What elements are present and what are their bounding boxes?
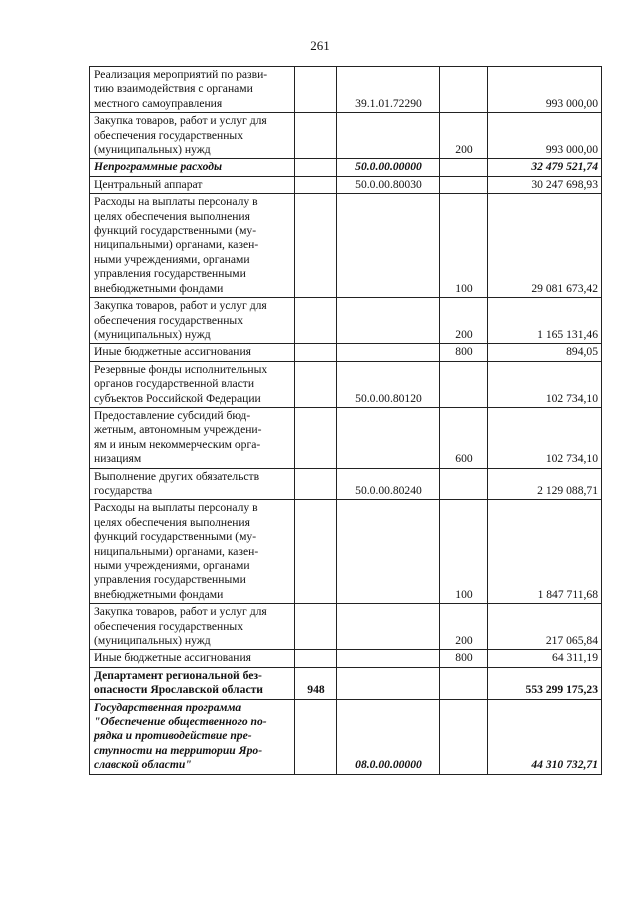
row-target-code: [337, 667, 440, 699]
row-amount: 894,05: [488, 344, 602, 361]
row-amount: 1 847 711,68: [488, 500, 602, 604]
row-amount: 217 065,84: [488, 604, 602, 650]
row-name: Государственная программа "Обеспечение общественного по- рядка и противодействие пре- ступности на территории Яро- славской области": [90, 699, 295, 774]
row-amount: 32 479 521,74: [488, 159, 602, 176]
row-ved-code: [295, 194, 337, 298]
row-ved-code: [295, 407, 337, 468]
row-ved-code: [295, 159, 337, 176]
row-name: Предоставление субсидий бюд- жетным, автономным учреждени- ям и иным некоммерческим орга- низациям: [90, 407, 295, 468]
row-ved-code: [295, 604, 337, 650]
row-expense-type: [440, 159, 488, 176]
row-target-code: [337, 113, 440, 159]
row-target-code: 39.1.01.72290: [337, 67, 440, 113]
row-amount: 553 299 175,23: [488, 667, 602, 699]
row-amount: 2 129 088,71: [488, 468, 602, 500]
row-expense-type: 600: [440, 407, 488, 468]
budget-table: [89, 66, 602, 775]
table-row: [90, 298, 602, 344]
row-name: Расходы на выплаты персоналу в целях обеспечения выполнения функций государственными (му- ниципальными) органами, казен- ными учреждениями, органами управления государственными внебюджетными фондами: [90, 500, 295, 604]
budget-table-body: [90, 67, 602, 775]
row-expense-type: [440, 361, 488, 407]
row-expense-type: 200: [440, 604, 488, 650]
table-row: [90, 194, 602, 298]
table-row: [90, 67, 602, 113]
row-amount: 30 247 698,93: [488, 176, 602, 193]
table-row: [90, 159, 602, 176]
table-row: [90, 361, 602, 407]
row-ved-code: [295, 500, 337, 604]
table-row: [90, 650, 602, 667]
row-expense-type: [440, 176, 488, 193]
row-expense-type: 800: [440, 650, 488, 667]
row-target-code: [337, 407, 440, 468]
row-expense-type: 800: [440, 344, 488, 361]
row-target-code: [337, 604, 440, 650]
row-ved-code: [295, 176, 337, 193]
row-ved-code: [295, 468, 337, 500]
row-amount: 29 081 673,42: [488, 194, 602, 298]
row-target-code: 08.0.00.00000: [337, 699, 440, 774]
row-amount: 64 311,19: [488, 650, 602, 667]
row-name: Закупка товаров, работ и услуг для обеспечения государственных (муниципальных) нужд: [90, 113, 295, 159]
row-target-code: [337, 194, 440, 298]
row-expense-type: [440, 699, 488, 774]
row-ved-code: [295, 361, 337, 407]
table-row: [90, 176, 602, 193]
table-row: [90, 468, 602, 500]
row-name: Резервные фонды исполнительных органов государственной власти субъектов Российской Федерации: [90, 361, 295, 407]
row-amount: 993 000,00: [488, 67, 602, 113]
row-expense-type: [440, 667, 488, 699]
table-row: [90, 699, 602, 774]
table-row: [90, 667, 602, 699]
row-amount: 102 734,10: [488, 407, 602, 468]
table-row: [90, 344, 602, 361]
row-name: Выполнение других обязательств государства: [90, 468, 295, 500]
row-ved-code: [295, 298, 337, 344]
table-row: [90, 500, 602, 604]
row-target-code: 50.0.00.80030: [337, 176, 440, 193]
row-target-code: 50.0.00.80240: [337, 468, 440, 500]
row-name: Закупка товаров, работ и услуг для обеспечения государственных (муниципальных) нужд: [90, 298, 295, 344]
row-expense-type: 100: [440, 194, 488, 298]
row-amount: 1 165 131,46: [488, 298, 602, 344]
row-target-code: 50.0.00.00000: [337, 159, 440, 176]
row-target-code: 50.0.00.80120: [337, 361, 440, 407]
row-expense-type: [440, 67, 488, 113]
row-name: Непрограммные расходы: [90, 159, 295, 176]
row-name: Иные бюджетные ассигнования: [90, 344, 295, 361]
row-ved-code: [295, 113, 337, 159]
row-target-code: [337, 298, 440, 344]
row-amount: 44 310 732,71: [488, 699, 602, 774]
table-row: [90, 407, 602, 468]
row-name: Иные бюджетные ассигнования: [90, 650, 295, 667]
row-amount: 102 734,10: [488, 361, 602, 407]
row-name: Закупка товаров, работ и услуг для обеспечения государственных (муниципальных) нужд: [90, 604, 295, 650]
table-row: [90, 113, 602, 159]
table-row: [90, 604, 602, 650]
row-expense-type: 100: [440, 500, 488, 604]
row-ved-code: [295, 699, 337, 774]
row-ved-code: [295, 650, 337, 667]
page-number: 261: [310, 38, 330, 53]
row-expense-type: [440, 468, 488, 500]
row-target-code: [337, 500, 440, 604]
row-target-code: [337, 650, 440, 667]
row-ved-code: [295, 67, 337, 113]
row-expense-type: 200: [440, 113, 488, 159]
row-name: Департамент региональной без- опасности Ярославской области: [90, 667, 295, 699]
row-name: Расходы на выплаты персоналу в целях обеспечения выполнения функций государственными (му- ниципальными) органами, казен- ными учреждениями, органами управления государственными внебюджетными фондами: [90, 194, 295, 298]
row-ved-code: [295, 344, 337, 361]
row-name: Центральный аппарат: [90, 176, 295, 193]
row-expense-type: 200: [440, 298, 488, 344]
row-amount: 993 000,00: [488, 113, 602, 159]
row-name: Реализация мероприятий по разви- тию взаимодействия с органами местного самоуправления: [90, 67, 295, 113]
row-target-code: [337, 344, 440, 361]
row-ved-code: 948: [295, 667, 337, 699]
